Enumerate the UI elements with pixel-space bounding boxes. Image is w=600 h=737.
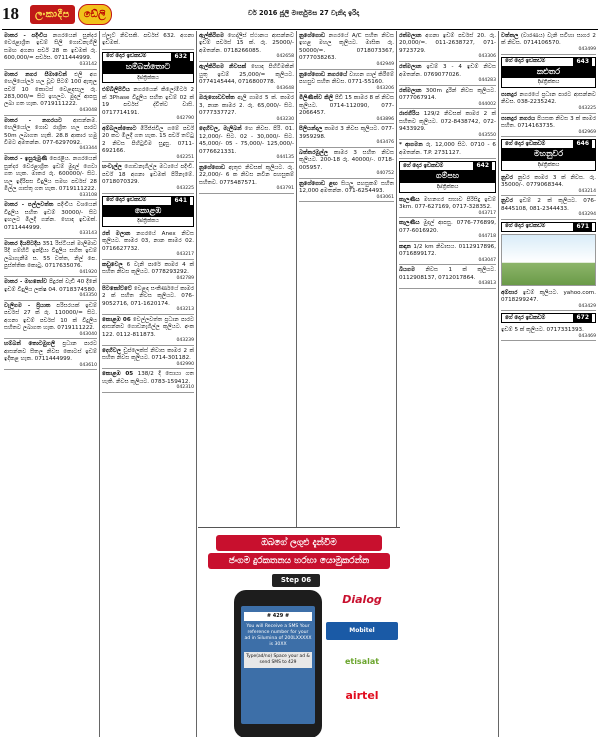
classified-ad — [299, 179, 394, 203]
district-label: දිස්ත්‍රික්කය — [436, 183, 459, 190]
airtel-logo: airtel — [345, 688, 379, 702]
ad-heading: බත්තරමුල්ල — [299, 149, 329, 156]
classified-ad — [299, 148, 394, 179]
district-name: හම්බන්තොට — [103, 61, 193, 74]
operator-logos — [326, 588, 398, 718]
ad-body: පදිංචිය වශයෙන් විදුලිය සහිත ඉඩම් 30000/- සිට ඉහලට මිලදී ගන්න. හොඳ ඉඩමක්. 0711444999. — [4, 202, 97, 231]
ad-body: 300m දුරින් නිවස කුලියට. 0777067914. — [399, 87, 496, 102]
ad-code: 042789 — [176, 275, 194, 281]
ad-heading: දෙහිවල, මැලිබන් — [199, 126, 242, 133]
ad-body: ඉඩම් කුලියට. yahoo.com. 0718299247. — [501, 289, 597, 304]
classified-ad — [399, 242, 496, 266]
classified-ad — [501, 31, 596, 55]
section-banner — [501, 57, 596, 88]
ad-code: 043239 — [176, 338, 194, 344]
classified-ad — [399, 265, 496, 289]
classified-ad — [501, 325, 596, 341]
section-number: 672 — [573, 314, 592, 322]
masthead-badge: ඩේලි — [78, 4, 112, 25]
classified-ad — [4, 339, 97, 370]
ad-body: පෙරළිය. නගරයෙන් සුන්දර වෙරළාශ්‍රිත ඉඩම් මුදල් ගෙවා ගත හැක. මාතර රු. 600000/- සිට. හල ඉදිරිපස විදුලිය සමඟ පර්චස් 28 මිල්ල ගාස්තු ගත හැක. 0719111222. — [4, 156, 97, 193]
ad-heading: හම්බන් තොටමුගලි — [4, 341, 55, 348]
ad-code: 043217 — [176, 252, 194, 258]
classified-ad — [102, 124, 194, 163]
ad-code: 044283 — [478, 78, 496, 84]
classified-ad — [4, 239, 97, 278]
ad-heading: පානදුර — [501, 92, 518, 98]
ad-heading: මාතර - පල්ලවත්ත — [4, 202, 54, 209]
ad-heading: මාතර නගර සීමාවෙන් — [4, 71, 67, 78]
ad-body: වෙල්ලවත්ත ප්‍රධාන පාරට ආසන්නව ගොඩනැගිල්ල කුලියට. අංක 122. 0112-811873. — [102, 316, 194, 338]
ad-code: 033108 — [79, 192, 97, 198]
column-6 — [499, 31, 598, 737]
classified-ad — [501, 90, 596, 114]
ad-code: 043230 — [276, 116, 294, 122]
page-header — [2, 0, 598, 30]
ad-body: හොඳ පිහිටීමකින් යුතු ඉඩම් 25,000/= කුලියට. 0774145444, 0716800778. — [199, 64, 294, 86]
ad-body: පිදුරක් වැඩි 40 දිනේ ඉඩම් විදුලිය ලක්ෂ 04. 0718374580. — [4, 279, 97, 293]
phone-illustration — [234, 590, 322, 737]
ad-heading: පානදුර නගරය — [501, 115, 536, 122]
ad-code: 043896 — [376, 116, 394, 122]
classified-ad — [399, 31, 496, 62]
classified-ad — [4, 277, 97, 301]
section-number: 642 — [473, 162, 492, 170]
ad-body: නගරයේ A/C සහිත නිවස ඉහළ මහල කුලියට. මාසික රු. 50000/=. 0718073367, 0777038263. — [299, 33, 394, 62]
banner-top — [502, 223, 595, 231]
banner-label: ගේ දොර ඉඩකඩම් — [403, 162, 444, 169]
banner-top — [502, 58, 595, 66]
ad-heading: හංවැල්ල — [102, 164, 122, 171]
classified-ad — [299, 70, 394, 94]
ad-body: නගරයෙන් සුන්දර වෙරළාශ්‍රිත ඉඩම් සිලි ගොඩනැගිලි සමඟ අගනා පර්ච් 28 ක ඉඩමක් රු. 600,000/= පර්චස. 0711444999. — [4, 33, 98, 62]
ad-heading: රත්මලාන — [399, 64, 422, 71]
ad-heading: මාතර - පදිංචිය — [4, 33, 48, 39]
ad-body: නගරයෙන් කිලෝමීටර් 2 ක් 3Phase විදුලිය සහිත ඉඩම් 02 ක් 19 පර්චස් ද්විත්ව වාසි. 0717714191. — [102, 87, 194, 116]
screen-message: You will Receive a SMS Your reference number for your ad in Silumina of 200LXXXXX is 30XX — [244, 623, 312, 648]
ad-heading: රත්මලාන — [399, 33, 422, 39]
classified-ad — [102, 260, 194, 284]
ad-code: 044135 — [276, 155, 294, 161]
district-label: දිස්ත්‍රික්කය — [537, 161, 560, 168]
ad-body: කාමර 3 නිවස කුලියට. 077-3959298. — [299, 126, 394, 140]
ad-code: 042990 — [176, 361, 194, 367]
banner-label: ගේ දොර ඉඩකඩම් — [505, 57, 546, 64]
classified-ad — [102, 31, 194, 50]
classified-ad — [4, 31, 97, 70]
ad-body: වෙළඳ සංකීර්ණයේ කාමර 2 ක් සහිත නිවස කුලියට. 076-9052716, 071-1620174. — [102, 285, 194, 307]
ad-body: මහනගර සභාව පිරිසිදු ඉඩම් 3km. 077-627169, 0717-328352. — [399, 196, 497, 211]
district-name: මහනුවර — [502, 148, 595, 161]
ad-heading: මාතර - ඉසුරුමුණි — [4, 156, 48, 163]
ad-code: 042969 — [578, 129, 596, 135]
ad-heading: මාතර - නගරයට — [4, 117, 63, 124]
classified-ad — [102, 85, 194, 124]
banner-top — [103, 197, 193, 205]
classified-ad — [501, 196, 596, 220]
ad-body: ඇලි ගාමර 5 ක්. කාමර 3, නාන කාමර 2. රු. 65,000/- සිට. 0777337727. — [199, 95, 295, 117]
district-label: දිස්ත්‍රික්කය — [137, 74, 159, 81]
ad-body: 1/2 km නිවාසය. 0112917896, 0716899172. — [399, 243, 497, 258]
ad-heading: අම්පාර — [501, 289, 518, 296]
ad-heading: කොළඹ 05 — [102, 371, 134, 378]
section-banner — [501, 139, 596, 170]
ad-code: 043813 — [478, 281, 496, 287]
ad-code: 042251 — [176, 154, 194, 160]
ad-heading: නුගේගොඩ — [199, 164, 226, 171]
ad-code: 043294 — [578, 212, 596, 218]
ad-heading: දෙහිවල — [102, 347, 121, 354]
ad-code: 043791 — [276, 186, 294, 192]
ad-code: 042658 — [276, 54, 294, 60]
ad-body: නගරයේ Anex නිවස කුලියට. කාමර 03, නාන කාමර 02. 0716627732. — [102, 230, 194, 252]
ad-code: 042949 — [376, 61, 394, 67]
column-5 — [397, 31, 499, 737]
masthead-logo: ලංකාදීප — [30, 5, 75, 24]
classified-ad — [102, 284, 194, 315]
classified-ad — [399, 218, 496, 242]
screen-hash-code: # 429 # — [244, 612, 312, 621]
classified-ad — [4, 301, 97, 340]
ad-body: නුවර කාමර 3 ක් නිවස. රු. 35000/-. 0779068344. — [501, 174, 596, 189]
ad-heading: මිලිණිත්ව කිලි — [299, 95, 334, 102]
classified-ad — [4, 116, 97, 155]
ad-heading: කැලණිය — [399, 220, 420, 227]
ad-body: මුදල් ආපසු. 0776-776899, 077-6016920. — [399, 220, 497, 234]
ad-heading: ඇල්කිරිගම — [199, 33, 225, 39]
ad-heading: ඔරුගොඩවත්ත — [199, 95, 235, 102]
classified-ad — [199, 93, 294, 124]
district-label: දිස්ත්‍රික්කය — [537, 79, 560, 86]
step-badge: Step 06 — [272, 574, 320, 587]
banner-label: ගේ දොර ඉඩකඩම් — [505, 314, 546, 321]
ad-code: 043040 — [79, 331, 97, 337]
classified-ad — [299, 93, 394, 124]
ad-body: රු. 12,000 සිට. 0710 - 6 අමතන්න. T.P. 2731127. — [399, 142, 496, 156]
ad-code: 040752 — [376, 171, 394, 177]
ad-body: හෙ නිවස. පිරි. 01. 12,000/- සිට. 02 - 30,000/- සිට. 45,000/- 05 - 75,000/- 125,000/- 0776621331. — [199, 126, 294, 155]
classified-ad — [501, 173, 596, 197]
ad-code: 033143 — [79, 231, 97, 237]
ad-body: 138/2 දී සොයා ගත හැකි. නිවස කුලියට. 0783-159412. — [102, 371, 195, 385]
banner-top — [400, 162, 495, 170]
ad-heading: රත් මලාන — [102, 230, 131, 237]
ad-heading: කඩුවෙල — [102, 262, 123, 268]
ad-body: පියසක නිවස 3 ක් කාමර සහිත. 0714163735. — [501, 115, 596, 130]
district-name: කොළඹ — [103, 205, 193, 218]
ad-body: ආසන්නම. හෙලියෝල ගොව රාශ්‍රිත හල පාරට 50m ලබාගත හැකි. 28.8 ආකාර හමු වීමට අමතන්න. 077-6297092. — [4, 117, 98, 146]
ad-heading: නුගේගොඩ ළඟ — [299, 180, 338, 187]
ad-body: ගොඩනැගිල්ල මධ්‍යයේ පදිංචි. පර්ච් 18 අගනා ඉඩමක් පිරිනැමේ. 0718070329. — [102, 164, 194, 186]
classified-ad — [102, 315, 194, 346]
ad-heading: වැලිගම - ප්‍රියාත — [4, 302, 51, 309]
column-2 — [100, 31, 197, 737]
dialog-logo: Dialog — [342, 592, 382, 606]
classified-ad — [102, 346, 194, 370]
mobile-ad-promo — [198, 527, 400, 737]
classified-ad — [199, 163, 294, 194]
section-number: 643 — [573, 58, 592, 66]
ad-code: 043550 — [478, 132, 496, 138]
banner-top — [103, 53, 193, 61]
ad-body: 129/2 නිවසක් කාමර 2 ක් සහිතව කුලියට. 072-8438742, 072-9433929. — [399, 111, 496, 133]
ad-code: 043048 — [79, 107, 97, 113]
ad-code: 043047 — [478, 257, 496, 263]
classified-ad — [102, 162, 194, 193]
ad-heading: කඳාන — [399, 243, 411, 250]
ad-heading: එම්බිලිපිටිය — [102, 87, 130, 94]
ad-heading: පිටකෝට්ටේ — [102, 285, 132, 292]
classified-ad — [102, 369, 194, 393]
ad-body: පරිසරයක් ඉඩම් පර්චස් 27 ක් රු. 110000/= සිට. අගනා ඉඩම් පර්චස් 10 ක් විදුලිය සහිතව ලබාගත හැක. 0719111222. — [4, 302, 98, 332]
ad-body: සියලු පහසුකම් සහිත 12,000 අමතන්න. 071-6254493. — [299, 180, 394, 195]
ad-body: ඉඩම් 5 ක් කුලියට. 0717331393. — [501, 327, 584, 334]
section-banner — [501, 222, 596, 232]
banner-top — [502, 140, 595, 148]
mobitel-logo: Mobitel — [326, 622, 398, 640]
ad-code: 043344 — [79, 146, 97, 152]
ad-code: 043499 — [578, 46, 596, 52]
ad-code: 042790 — [176, 116, 194, 122]
page-number: 18 — [2, 4, 19, 24]
phone-screen — [241, 606, 315, 724]
district-name: ගම්පහ — [400, 170, 495, 183]
banner-label: ගේ දොර ඉඩකඩම් — [106, 196, 147, 203]
classified-ad — [399, 86, 496, 110]
ad-heading: නුවර — [501, 174, 513, 181]
classified-ad — [299, 31, 394, 70]
classified-ad — [199, 31, 294, 62]
promo-title: ඔබගේ ලගුළු දැන්වීම — [216, 535, 382, 551]
classified-ad — [399, 109, 496, 140]
ad-heading: * ආගමන — [399, 142, 423, 149]
banner-label: ගේ දොර ඉඩකඩම් — [106, 53, 147, 60]
ad-heading: පිලියන්දල — [299, 126, 323, 133]
classified-ad — [501, 288, 596, 312]
ad-code: 041920 — [79, 269, 97, 275]
ad-body: වාහන ගාල් කිරීමේ පහසුව සහිත නිවස. 0771-55160. — [299, 71, 394, 86]
banner-top — [502, 314, 595, 322]
ad-code: 043429 — [578, 303, 596, 309]
ad-code: 043350 — [79, 293, 97, 299]
section-banner — [102, 196, 194, 227]
classified-ad — [299, 124, 394, 148]
ad-heading: රත්මලාන — [399, 87, 422, 94]
ad-heading: මාතර - මහනෝව — [4, 279, 48, 286]
ad-code: 043469 — [578, 333, 596, 339]
section-banner — [399, 161, 496, 192]
section-banner — [102, 52, 194, 83]
classified-ad — [199, 62, 294, 93]
district-name: කළුතර — [502, 66, 595, 79]
section-number: 671 — [573, 223, 592, 231]
dateline: වර් 2016 ජූලි මාර්තුමස 27 වැනිදා ඉරිදා — [248, 9, 360, 17]
ad-code: 044002 — [478, 101, 496, 107]
ad-body: පිඩී 15 කාමර 8 ක් නිවස කුලියට. 0714-112090, 077-2066457. — [299, 95, 394, 117]
ad-body: ඉඩම් 2 ක් කුලියට. 076-8445108, 081-2344433. — [501, 198, 596, 212]
ad-body: ඇතුළු නිවසක් කුලියට. රු. 22,000/- 6 ක නිවස නවීන පහසුකම් සහිතව. 0775487571. — [199, 164, 295, 186]
ad-heading: ඇල්කිරිගම නිවසක් — [199, 64, 247, 71]
ad-code: 043476 — [376, 140, 394, 146]
ad-body: නිවස 1 ක් කුලියට. 0112908137, 0712017864. — [399, 267, 497, 281]
ad-code: 043225 — [176, 185, 194, 191]
ad-heading: නුගේගොඩ නගරයේ — [299, 71, 348, 78]
ad-code: 043213 — [176, 307, 194, 313]
ad-body: ෆ්ලැට් නිවසකි. පර්චස් 632. අගනා ඉඩමක්. — [102, 33, 194, 47]
ad-heading: මාතර දියපිටදිය — [4, 240, 41, 247]
ad-body: හෙද්ලිස් ස්ථානය ආසන්නව ඉඩම් පර්චස් 15 ක්. රු. 25000/- අමතන්න. 0718266085. — [199, 33, 294, 54]
ad-code: 043610 — [79, 362, 97, 368]
banner-label: ගේ දොර ඉඩකඩම් — [505, 223, 546, 230]
classified-ad — [4, 70, 97, 116]
ad-body: මිරිජ්ජවිල ගමේ පර්ච් 20 කට මිලදී ගත හැක. 15 පර්ච් තට්ටු 2 නිවස පිහිටුවීම සුදුසු. 0711-692166. — [102, 125, 195, 155]
promo-subtitle: ජංගම දුරකතනය හරහා යොමුකරන්න — [208, 553, 390, 569]
ad-body: කාමර 3 සහිත නිවස කුලියට. 200-18 රු. 40000/-. 0718-005957. — [299, 149, 395, 171]
classified-ad — [399, 62, 496, 86]
ad-body: එලි අග හෙලියෝලර් හල වූව පිටම් 100 ඇතුල පර්ච් 10 කොටස් වෙළඳසැල රු. 283,000/= සිට ඉහලට. මුදල් ආපසු ලබා ගත හැක. 0719111222. — [4, 71, 98, 108]
ad-heading: නුවර — [501, 198, 513, 205]
ad-code: 043061 — [376, 194, 394, 200]
ad-heading: කැලණිය — [399, 196, 420, 203]
ad-body: ප්‍රධාන පාරට ආසන්නව සීතල නිවස කොටස් ඉඩම් ඉදිකළ හැක. 0711444999. — [4, 341, 98, 363]
ad-heading: වත්තල — [501, 33, 519, 39]
section-number: 646 — [573, 140, 592, 148]
ad-body: 351 රිස්ටියන් මාලිමාව රිදී ගම්හිටි ඉන්ද්‍රියා විදුලිය සහිත ඉඩම් ලබාගැනීම ස. 55 වත්ත, නිල් පෙ. පුස්ත්තික කොටු. 0717635076. — [4, 240, 97, 270]
classified-ad — [4, 154, 97, 200]
section-number: 641 — [171, 197, 190, 205]
section-number: 632 — [171, 53, 190, 61]
section-banner — [501, 313, 596, 323]
ad-body: නගරයේ ප්‍රධාන පාරට ආසන්නව නිවස. 038-2235242. — [501, 92, 597, 106]
ad-heading: අම්බලන්තොට — [102, 125, 137, 132]
ad-heading: රාජගිරිය — [399, 111, 420, 118]
classified-ad — [4, 200, 97, 239]
house-photo — [501, 234, 596, 286]
classified-ad — [399, 140, 496, 159]
ad-code: 043225 — [578, 105, 596, 111]
ad-body: 6 වැනි පාරේ කාමර 4 ක් සහිත නිවස කුලියට. 0778293292. — [102, 262, 195, 276]
classified-ad — [501, 114, 596, 138]
ad-code: 043717 — [478, 210, 496, 216]
classified-ad — [199, 124, 294, 163]
ad-code: 043214 — [578, 188, 596, 194]
ad-heading: කොළඹ 06 — [102, 316, 131, 323]
ad-code: 042310 — [176, 385, 194, 391]
ad-body: අගනා ඉඩම් පර්චස් 20. රු. 20,000/=. 011-2638727, 071-9723729. — [399, 33, 496, 54]
masthead — [30, 3, 112, 27]
classified-ad — [102, 229, 194, 260]
screen-note: Type(ad/no) Space your ad & send SMS to 429 — [244, 652, 312, 668]
column-1 — [2, 31, 100, 737]
ad-body: ඩුප්ලෙක්ස් නිවාස කාමර 2 ක් සහිත නිවස කුලියට. 0714-301182. — [102, 347, 194, 362]
ad-heading: බියගම — [399, 267, 416, 274]
ad-code: 043206 — [376, 85, 394, 91]
ad-code: 043306 — [478, 54, 496, 60]
banner-label: ගේ දොර ඉඩකඩම් — [505, 140, 546, 147]
ad-code: 043648 — [276, 85, 294, 91]
ad-code: 033142 — [79, 61, 97, 67]
district-label: දිස්ත්‍රික්කය — [137, 218, 159, 225]
ad-heading: නුගේගොඩ — [299, 33, 326, 39]
ad-body: (වාරණය) වැනි සවිහා සාගර 2 ක් නිවස. 0714106570. — [501, 33, 596, 47]
ad-code: 044718 — [478, 234, 496, 240]
ad-body: ඉඩම් 3 - 4 ඉඩම් නිවස අමතන්න. 0769077026. — [399, 64, 496, 78]
etisalat-logo: etisalat — [344, 656, 380, 666]
classified-ad — [399, 195, 496, 219]
